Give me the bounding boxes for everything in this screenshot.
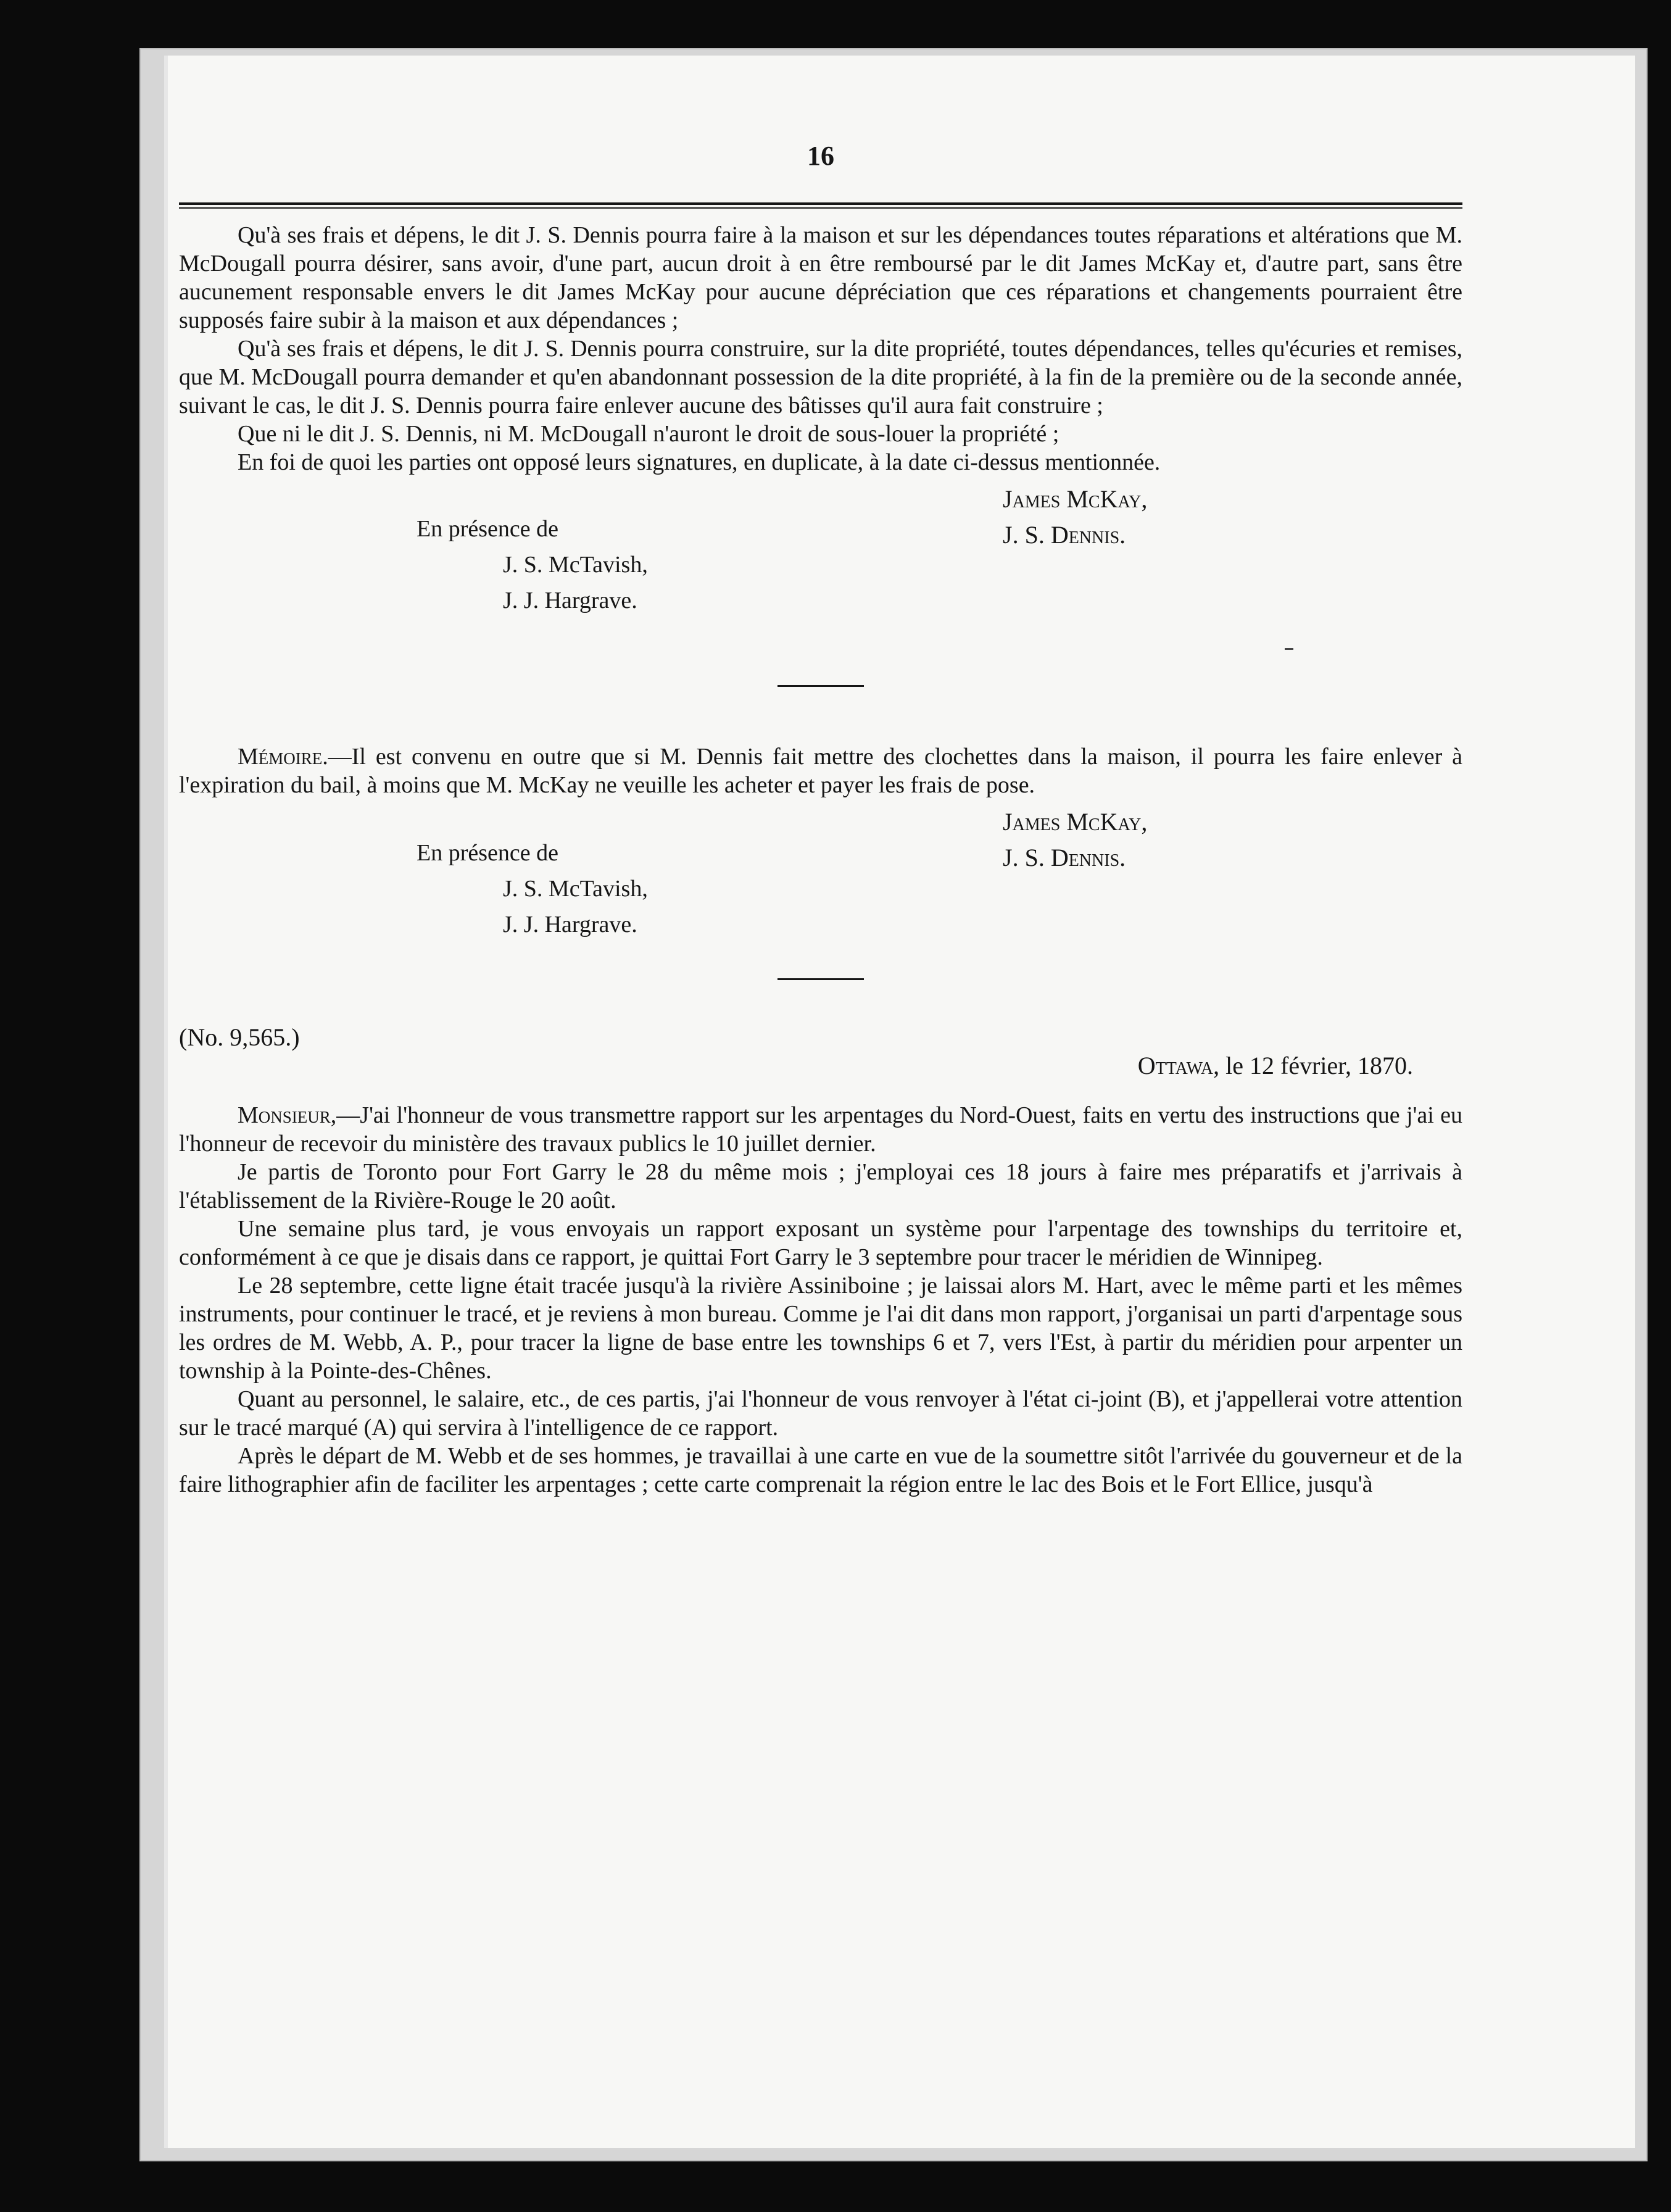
witness-hargrave: J. J. Hargrave. — [503, 588, 637, 613]
witness-mctavish: J. S. McTavish, — [503, 876, 648, 902]
signatories-memo — [1003, 804, 1147, 876]
letter-paragraph: Le 28 septembre, cette ligne était tracée jusqu'à la rivière Assiniboine ; je laissai alors M. Hart, avec le même parti et les mêmes instruments, pour continuer le tracé, et je reviens à mon bureau. Comme je l'ai dit dans mon rapport, j'organisai un parti d'arpentage sous les ordres de M. Webb, A. P., pour tracer la ligne de base entre les townships 6 et 7, vers l'Est, à partir du méridien pour arpenter un township à la Pointe-des-Chênes. — [179, 1273, 1462, 1384]
letter-paragraph: Une semaine plus tard, je vous envoyais un rapport exposant un système pour l'arpentage des townships du territoire et, conformément à ce que je disais dans ce rapport, je quittai Fort Garry le 3 septembre pour tracer le méridien de Winnipeg. — [179, 1216, 1462, 1270]
letter-date-text: le 12 février, 1870. — [1219, 1052, 1413, 1079]
lease-paragraph: En foi de quoi les parties ont opposé leurs signatures, en duplicate, à la date ci-dessus mentionnée. — [238, 449, 1161, 475]
signatories — [1003, 481, 1147, 553]
document-number: (No. 9,565.) — [179, 1023, 300, 1051]
letter-header — [179, 1023, 1462, 1085]
signatory-mckay: James McKay, — [1003, 808, 1148, 836]
memo-paragraph — [179, 742, 1462, 799]
page-content — [179, 142, 1462, 1499]
signatory-dennis: J. S. Dennis. — [1003, 844, 1126, 871]
presence-label: En présence de — [417, 840, 558, 866]
signatory-mckay: James McKay, — [1003, 485, 1148, 513]
signatory-dennis: J. S. Dennis. — [1003, 521, 1126, 549]
lease-paragraph: Que ni le dit J. S. Dennis, ni M. McDougall n'auront le droit de sous-louer la propriété ; — [238, 421, 1059, 447]
letter-date — [1138, 1052, 1413, 1080]
letter-paragraph — [179, 1101, 1462, 1158]
letter-place: Ottawa, — [1137, 1052, 1220, 1079]
lease-paragraph: Qu'à ses frais et dépens, le dit J. S. Dennis pourra construire, sur la dite propriété, toutes dépendances, telles qu'écuries et remises, que M. McDougall pourra demander et qu'en abandonnant possession de la dite propriété, à la fin de la première ou de la seconde année, suivant le cas, le dit J. S. Dennis pourra faire enlever aucune des bâtisses qu'il aura fait construire ; — [179, 336, 1462, 418]
letter-paragraph: Après le départ de M. Webb et de ses hommes, je travaillai à une carte en vue de la soumettre sitôt l'arrivée du gouverneur et de la faire lithographier afin de faciliter les arpentages ; cette carte comprenait la région entre le lac des Bois et le Fort Ellice, jusqu'à — [179, 1443, 1462, 1497]
section-separator — [777, 685, 864, 687]
memo-label: Mémoire. — [238, 744, 328, 770]
header-rule — [179, 202, 1462, 209]
letter-text: —J'ai l'honneur de vous transmettre rapport sur les arpentages du Nord-Ouest, faits en vertu des instructions que j'ai eu l'honneur de recevoir du ministère des travaux publics le 10 juillet dernier. — [179, 1102, 1462, 1157]
signature-block-memo — [179, 799, 1462, 941]
letter-paragraph: Quant au personnel, le salaire, etc., de ces partis, j'ai l'honneur de vous renvoyer à l'état ci-joint (B), et j'appellerai votre attention sur le tracé marqué (A) qui servira à l'intelligence de ce rapport. — [179, 1386, 1462, 1441]
signature-block — [179, 481, 1462, 636]
witness-block-memo — [417, 835, 648, 942]
page-number: 16 — [807, 141, 834, 171]
witness-block — [417, 511, 648, 618]
witness-hargrave: J. J. Hargrave. — [503, 912, 637, 938]
memo-text: —Il est convenu en outre que si M. Dennis fait mettre des clochettes dans la maison, il pourra les faire enlever à l'expiration du bail, à moins que M. McKay ne veuille les acheter et payer les frais de pose. — [179, 744, 1462, 798]
letter-paragraph: Je partis de Toronto pour Fort Garry le 28 du même mois ; j'employai ces 18 jours à faire mes préparatifs et j'arrivais à l'établissement de la Rivière-Rouge le 20 août. — [179, 1159, 1462, 1213]
salutation: Monsieur, — [238, 1102, 337, 1128]
lease-paragraph: Qu'à ses frais et dépens, le dit J. S. Dennis pourra faire à la maison et sur les dépendances toutes réparations et altérations que M. McDougall pourra désirer, sans avoir, d'une part, aucun droit à en être remboursé par le dit James McKay et, d'autre part, sans être aucunement responsable envers le dit James McKay pour aucune dépréciation que ces réparations et changements pourraient être supposés faire subir à la maison et aux dépendances ; — [179, 222, 1462, 333]
presence-label: En présence de — [417, 516, 558, 542]
section-separator — [777, 978, 864, 980]
witness-mctavish: J. S. McTavish, — [503, 552, 648, 578]
